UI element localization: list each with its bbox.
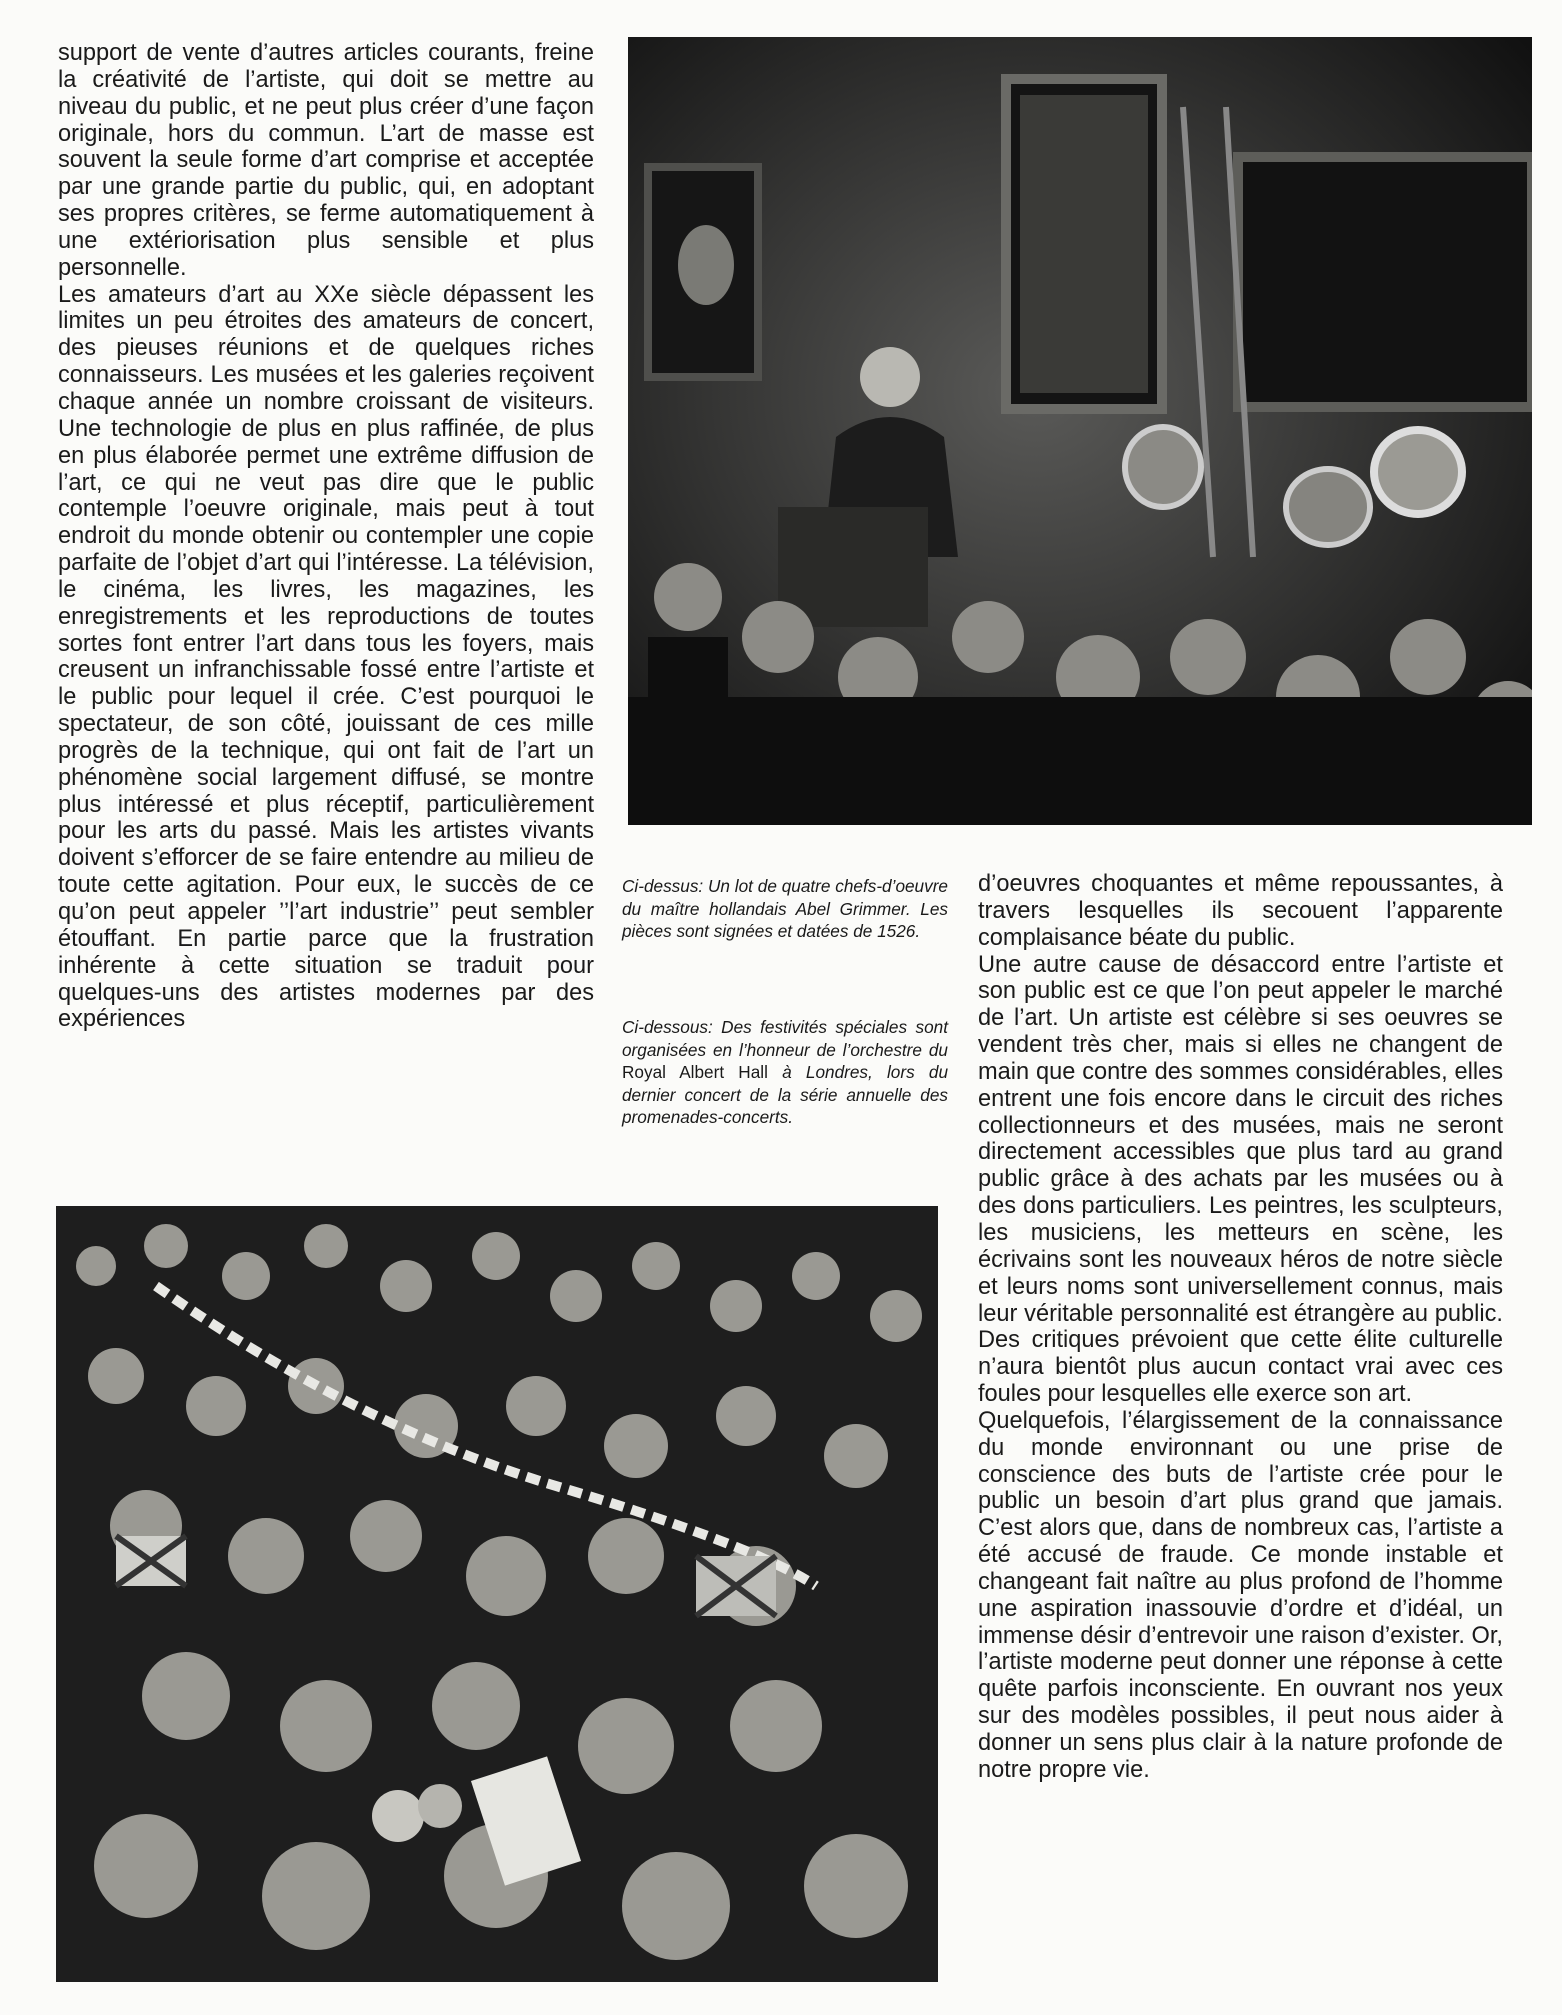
caption-below-text-1: Ci-dessous: Des festivités spéciales sont organisées en l’honneur de l’orchestre du [622,1017,948,1060]
right-text-column [978,871,1503,1784]
auction-room-photo [628,37,1532,825]
paragraph: d’oeuvres choquantes et même repoussantes, à travers lesquelles ils secouent l’apparente complaisance béate du public. [978,871,1503,951]
paragraph: Les amateurs d’art au XXe siècle dépassent les limites un peu étroites des amateurs de concert, des pieuses réunions et de quelques riches connaisseurs. Les musées et les galeries reçoivent chaque année un nombre croissant de visiteurs. Une technologie de plus en plus raffinée, de plus en plus élaborée permet une extrême diffusion de l’art, ce qui ne veut pas dire que le public contemple l’oeuvre originale, mais peut à tout endroit du monde obtenir ou contempler une copie parfaite de l’objet d’art qui l’intéresse. La télévision, le cinéma, les livres, les magazines, les enregistrements et les reproductions de toutes sortes font entrer l’art dans tous les foyers, mais creusent un infranchissable fossé entre l’artiste et le public pour lequel il crée. C’est pourquoi le spectateur, de son côté, jouissant de ces mille progrès de la technique, qui ont fait de l’art un phénomène social largement diffusé, se montre plus intéressé et plus réceptif, particulièrement pour les arts du passé. Mais les artistes vivants doivent s’efforcer de se faire entendre au milieu de toute cette agitation. Pour eux, le succès de ce qu’on peut appeler ’’l’art industrie’’ peut sembler étouffant. En partie parce que la frustration inhérente à cette situation se traduit pour quelques-uns des artistes modernes par des expériences [58,281,594,1033]
paragraph: Quelquefois, l’élargissement de la connaissance du monde environnant ou une prise de conscience des buts de l’artiste crée pour le public un besoin d’art plus grand que jamais. C’est alors que, dans de nombreux cas, l’artiste a été accusé de fraude. Ce monde instable et changeant fait naître au plus profond de l’homme une aspiration inassouvie d’ordre et d’idéal, un immense désir d’entrevoir une raison d’exister. Or, l’artiste moderne peut donner une réponse à cette quête parfois inconsciente. En ouvrant nos yeux sur des modèles possibles, il peut nous aider à donner un sens plus clair à la nature profonde de notre propre vie. [978,1407,1503,1783]
concert-crowd-photo [56,1206,938,1982]
paragraph: support de vente d’autres articles courants, freine la créativité de l’artiste, qui doit se mettre au niveau du public, et ne peut plus créer d’une façon originale, hors du commun. L’art de masse est souvent la seule forme d’art comprise et acceptée par une grande partie du public, qui, en adoptant ses propres critères, se ferme automatiquement à une extériorisation plus sensible et plus personnelle. [58,40,594,281]
left-text-column [58,40,594,1033]
caption-below [622,1016,948,1129]
caption-above: Ci-dessus: Un lot de quatre chefs-d’oeuvre du maître hollandais Abel Grimmer. Les pièces sont signées et datées de 1526. [622,876,948,942]
concert-photo-illustration [56,1206,938,1982]
caption-below-text-2: à Londres, lors du dernier concert de la série annuelle des promenades-concerts. [622,1062,948,1128]
caption-below-venue: Royal Albert Hall [622,1062,768,1083]
paragraph: Une autre cause de désaccord entre l’artiste et son public est ce que l’on peut appeler le marché de l’art. Un artiste est célèbre si ses oeuvres se vendent très cher, mais si elles ne changent de main que contre des sommes considérables, elles entrent une fois encore dans le circuit des riches collectionneurs et des musées, mais ne seront directement accessibles que plus tard au grand public grâce à des achats par les musées ou à des dons particuliers. Les peintres, les sculpteurs, les musiciens, les metteurs en scène, les écrivains sont les nouveaux héros de notre siècle et leurs noms sont universellement connus, mais leur véritable personnalité est étrangère au public. Des critiques prévoient que cette élite culturelle n’aura bientôt plus aucun contact vrai avec ces foules pour lesquelles elle exerce son art. [978,951,1503,1408]
auction-photo-illustration [628,37,1532,825]
